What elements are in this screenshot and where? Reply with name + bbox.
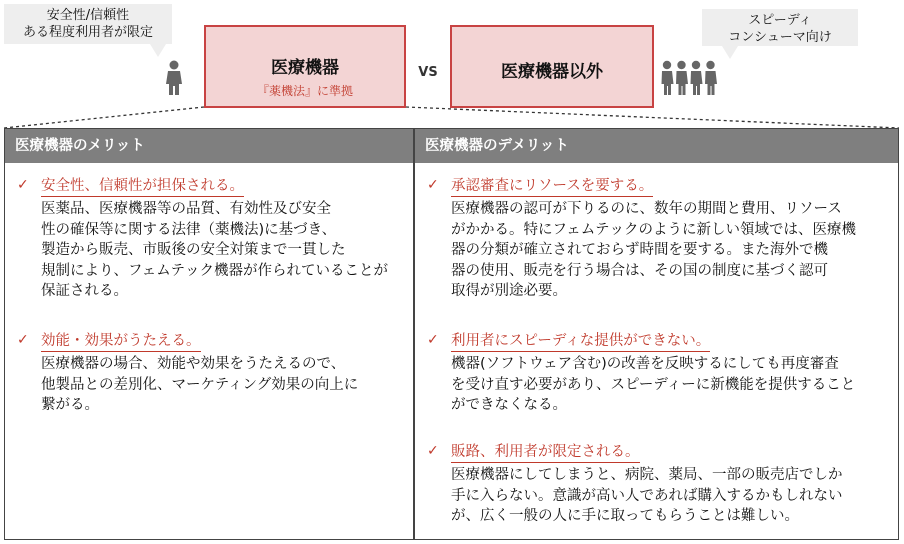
callout-right-line2: コンシューマ向け	[728, 30, 832, 45]
demerits-header: 医療機器のデメリット	[415, 129, 898, 163]
demerit-line: ができなくなる。	[451, 397, 567, 413]
demerit-body	[451, 354, 890, 416]
demerit-title: 利用者にスピーディな提供ができない。	[451, 332, 710, 352]
checkmark-icon: ✓	[17, 332, 29, 348]
demerit-line: 手に入らない。意識が高い人であれば購入するかもしれない	[451, 487, 843, 504]
merit-line: 性の確保等に関する法律（薬機法)に基づき、	[41, 221, 337, 238]
merit-line: 他製品との差別化、マーケティング効果の向上に	[41, 376, 359, 393]
checkmark-icon: ✓	[427, 443, 439, 459]
demerit-line: 取得が別途必要。	[451, 283, 567, 299]
demerits-panel	[414, 128, 899, 540]
checkmark-icon: ✓	[427, 177, 439, 193]
callout-left-tail	[150, 44, 166, 57]
merit-line: 規制により、フェムテック機器が作られていることが	[41, 262, 388, 279]
checkmark-icon: ✓	[427, 332, 439, 348]
callout-left	[4, 4, 172, 44]
callout-right	[702, 9, 858, 46]
callout-right-tail	[722, 46, 738, 59]
demerit-line: 機器(ソフトウェア含む)の改善を反映するにしても再度審査	[451, 356, 839, 372]
merit-body	[41, 354, 405, 416]
demerit-title: 承認審査にリソースを要する。	[451, 177, 653, 197]
callout-left-line1: 安全性/信頼性	[46, 8, 130, 23]
merits-panel	[4, 128, 414, 540]
demerit-title: 販路、利用者が限定される。	[451, 443, 640, 463]
checkmark-icon: ✓	[17, 177, 29, 193]
demerit-line: 医療機器にしてしまうと、病院、薬局、一部の販売店でしか	[451, 467, 843, 483]
merit-line: 保証される。	[41, 283, 128, 299]
merit-line: 繋がる。	[41, 397, 99, 413]
demerit-line: 器の分類が確立されておらず時間を要する。また海外で機	[451, 242, 828, 258]
merit-line: 製造から販売、市販後の安全対策まで一貫した	[41, 242, 346, 258]
demerit-body	[451, 465, 890, 527]
demerit-line: 医療機器の認可が下りるのに、数年の期間と費用、リソース	[451, 201, 842, 217]
demerit-body	[451, 199, 890, 302]
merit-title: 安全性、信頼性が担保される。	[41, 177, 244, 197]
merit-line: 医療機器の場合、効能や効果をうたえるので、	[41, 356, 346, 372]
merit-title: 効能・効果がうたえる。	[41, 332, 201, 352]
dashed-connector-lines	[0, 90, 904, 130]
merits-header: 医療機器のメリット	[5, 129, 413, 163]
merit-body	[41, 199, 405, 302]
merit-line: 医薬品、医療機器等の品質、有効性及び安全	[41, 201, 331, 217]
medical-device-subtitle: 『薬機法』に準拠	[256, 84, 353, 98]
vs-label: VS	[418, 65, 438, 80]
demerit-line: がかかる。特にフェムテックのように新しい領域では、医療機	[451, 221, 856, 238]
non-medical-device-title: 医療機器以外	[501, 62, 603, 82]
medical-device-title: 医療機器	[271, 58, 339, 78]
demerit-line: を受け直す必要があり、スピーディーに新機能を提供すること	[451, 376, 856, 393]
demerit-line: が、広く一般の人に手に取ってもらうことは難しい。	[451, 508, 799, 524]
callout-left-line2: ある程度利用者が限定	[22, 25, 153, 40]
demerit-line: 器の使用、販売を行う場合は、その国の制度に基づく認可	[451, 262, 828, 279]
callout-right-line1: スピーディ	[748, 13, 812, 28]
